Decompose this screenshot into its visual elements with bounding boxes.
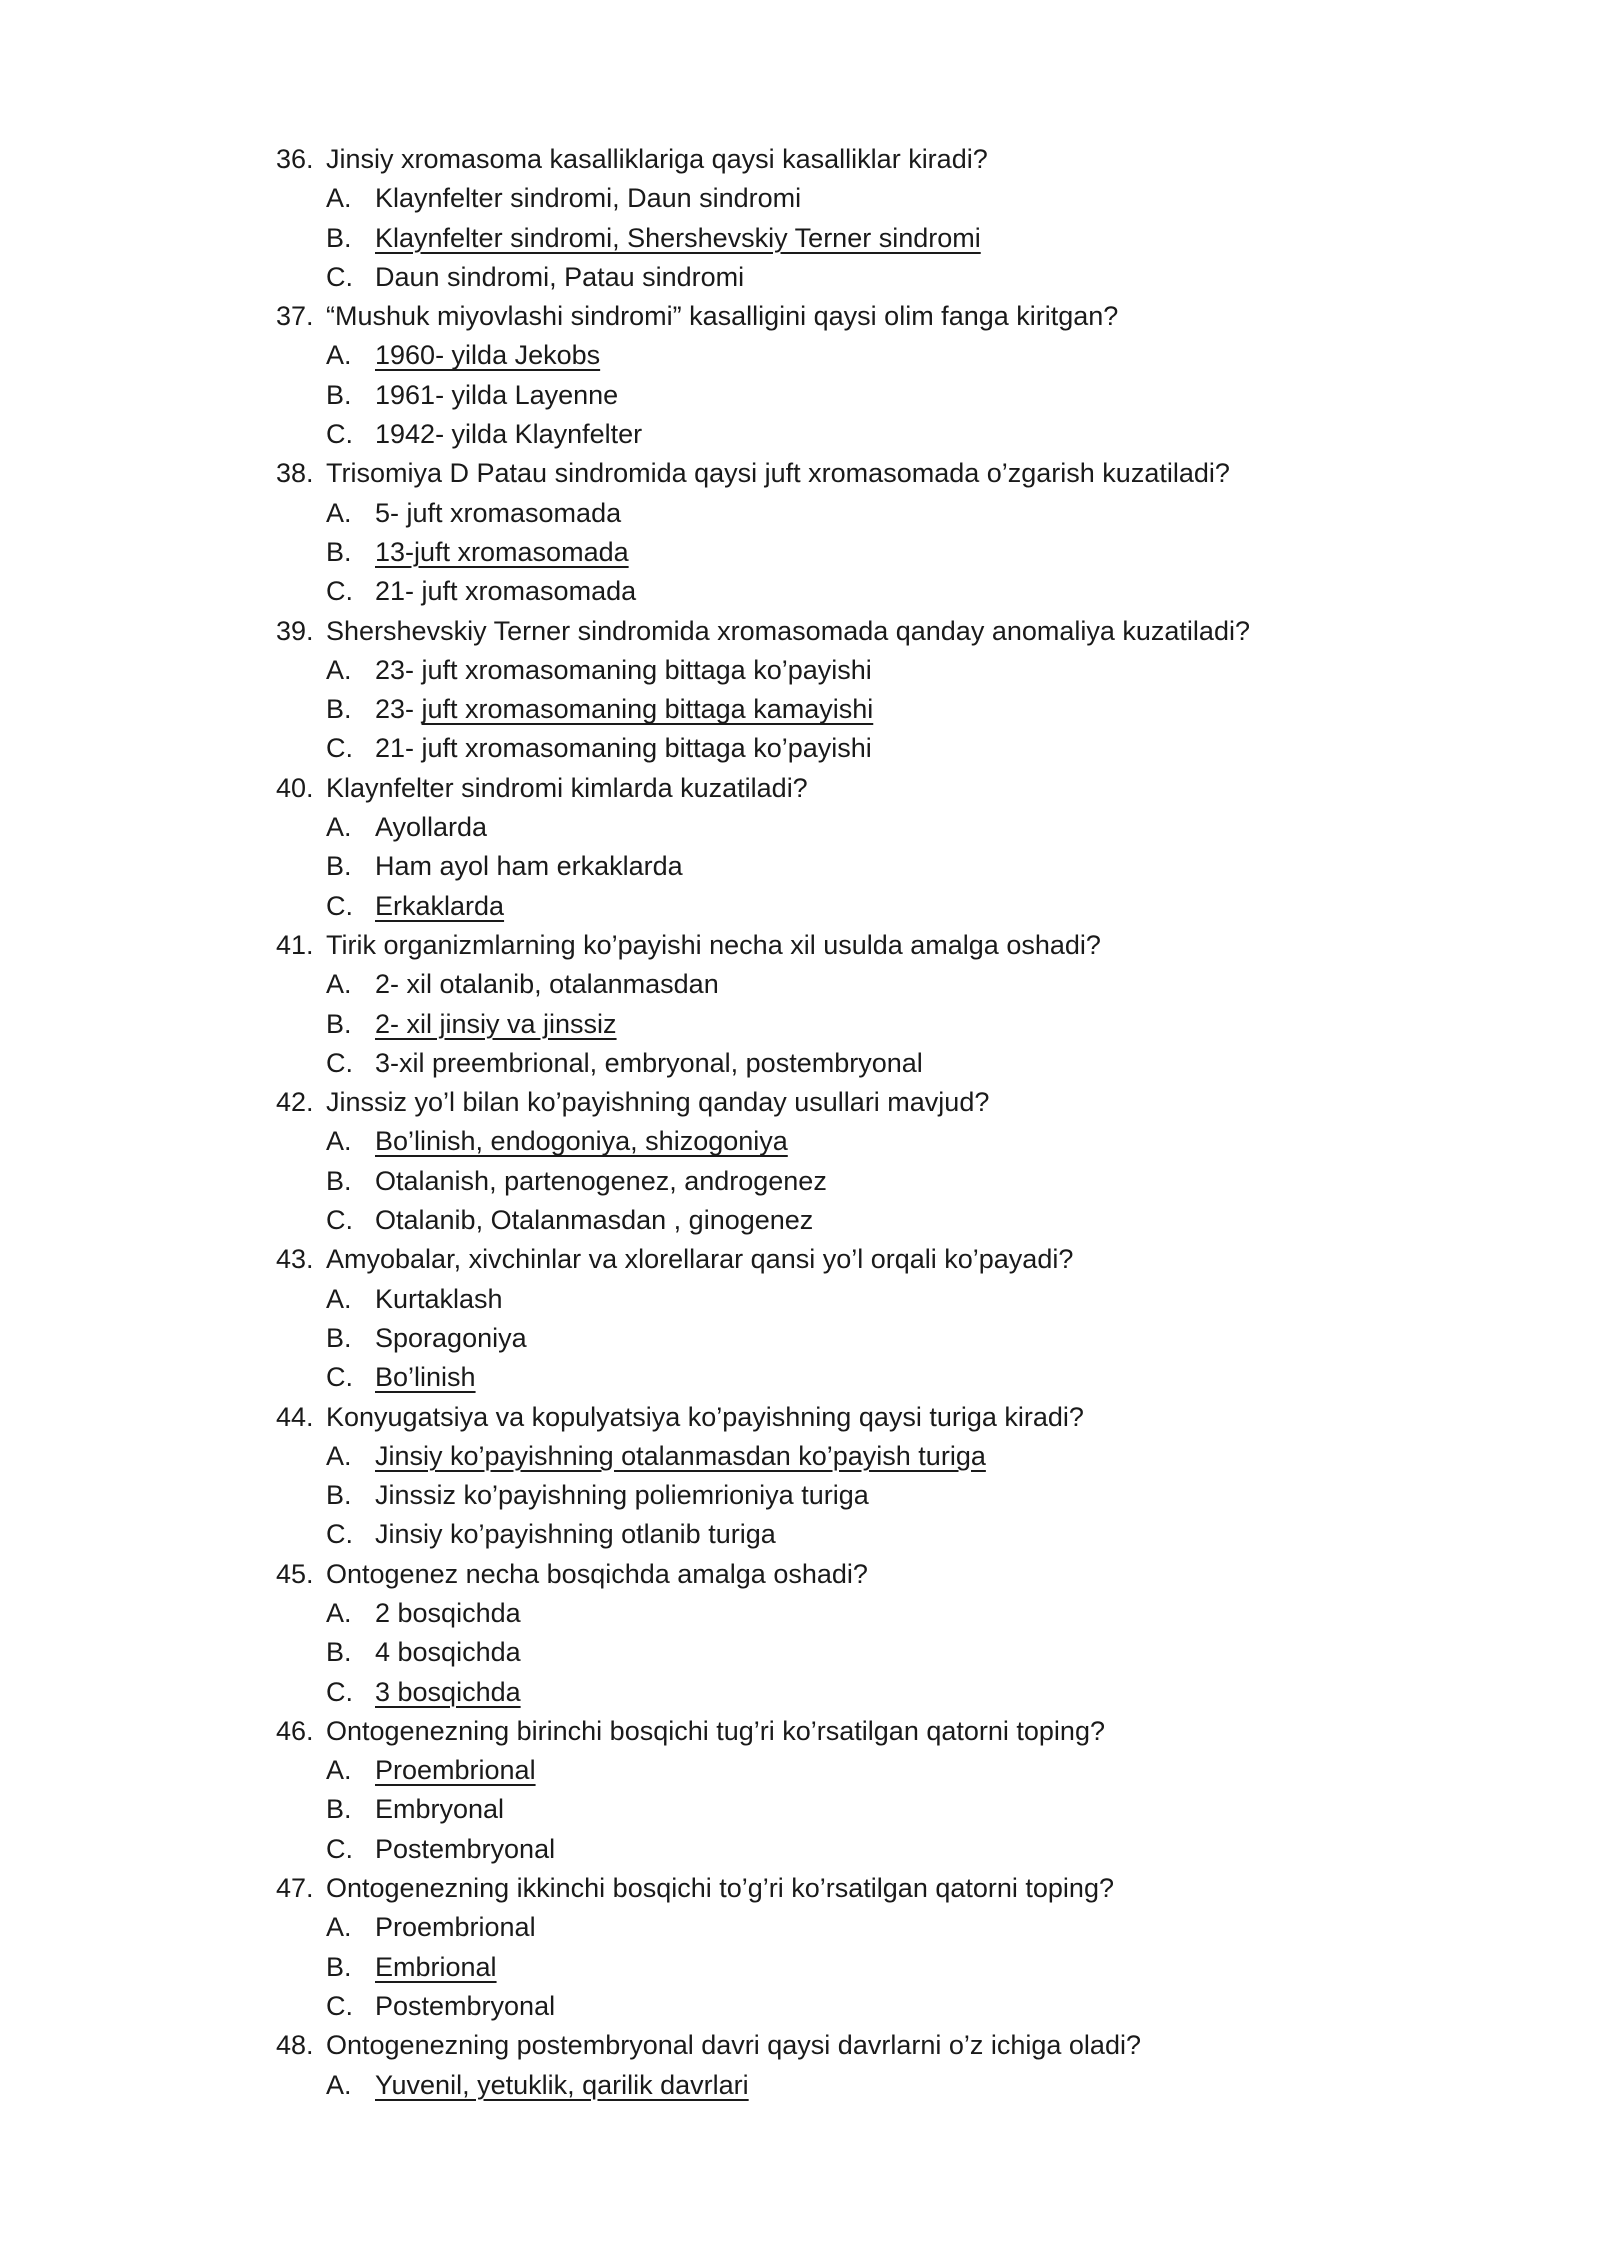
option-text: 23- juft xromasomaning bittaga ko’payishi <box>375 654 872 685</box>
option-letter: B. <box>326 379 352 410</box>
question-item <box>0 769 1600 926</box>
option-text-group <box>375 651 872 690</box>
answer-option <box>0 1515 1600 1554</box>
question-text: Shershevskiy Terner sindromida xromasomada qanday anomaliya kuzatiladi? <box>326 615 1250 646</box>
option-text: Klaynfelter sindromi, Daun sindromi <box>375 183 802 214</box>
correct-answer-text: Yuvenil, yetuklik, qarilik davrlari <box>375 2069 749 2100</box>
option-letter: C. <box>326 1833 353 1864</box>
option-text-group <box>375 219 981 258</box>
question-text: Jinssiz yo’l bilan ko’payishning qanday usullari mavjud? <box>326 1087 990 1118</box>
correct-answer-text: juft xromasomaning bittaga kamayishi <box>421 694 874 725</box>
answer-option <box>0 1751 1600 1790</box>
option-text-group <box>375 1751 536 1790</box>
option-letter: B. <box>326 536 352 567</box>
question-item <box>0 1240 1600 1397</box>
option-text: 2 bosqichda <box>375 1597 521 1628</box>
option-text-group <box>375 1358 476 1397</box>
option-letter: C. <box>326 1990 353 2021</box>
question-number: 38. <box>276 458 314 489</box>
question-item <box>0 1555 1600 1712</box>
question-text: Ontogenezning birinchi bosqichi tug’ri ko’rsatilgan qatorni toping? <box>326 1715 1105 1746</box>
question-item <box>0 1712 1600 1869</box>
option-letter: C. <box>326 890 353 921</box>
question-number: 45. <box>276 1558 314 1589</box>
option-letter: A. <box>326 1126 352 1157</box>
option-text: 2- xil otalanib, otalanmasdan <box>375 969 719 1000</box>
question-text: Amyobalar, xivchinlar va xlorellarar qansi yo’l orqali ko’payadi? <box>326 1244 1074 1275</box>
answer-option <box>0 179 1600 218</box>
option-letter: C. <box>326 576 353 607</box>
question-number: 46. <box>276 1715 314 1746</box>
option-letter: A. <box>326 183 352 214</box>
answer-option <box>0 1987 1600 2026</box>
answer-option <box>0 1830 1600 1869</box>
question-text: “Mushuk miyovlashi sindromi” kasalligini qaysi olim fanga kiritgan? <box>326 301 1119 332</box>
option-text: Otalanib, Otalanmasdan , ginogenez <box>375 1205 814 1236</box>
question-number: 48. <box>276 2030 314 2061</box>
answer-option <box>0 494 1600 533</box>
option-letter: A. <box>326 497 352 528</box>
option-text-group <box>375 1987 555 2026</box>
question-row <box>0 769 1600 808</box>
option-text-group <box>375 494 621 533</box>
question-row <box>0 1712 1600 1751</box>
question-row <box>0 2026 1600 2065</box>
option-text-group <box>375 1122 788 1161</box>
option-text-group <box>375 1948 497 1987</box>
option-text-group <box>375 1280 503 1319</box>
option-text-group <box>375 1673 521 1712</box>
option-text-group <box>375 690 873 729</box>
answer-option <box>0 847 1600 886</box>
question-item <box>0 140 1600 297</box>
question-number: 44. <box>276 1401 314 1432</box>
option-text-group <box>375 336 600 375</box>
answer-option <box>0 651 1600 690</box>
option-letter: A. <box>326 1440 352 1471</box>
option-text: Sporagoniya <box>375 1322 527 1353</box>
option-letter: A. <box>326 969 352 1000</box>
option-text-group <box>375 1319 527 1358</box>
answer-option <box>0 1790 1600 1829</box>
question-text: Tirik organizmlarning ko’payishi necha xil usulda amalga oshadi? <box>326 929 1101 960</box>
correct-answer-text: 2- xil jinsiy va jinssiz <box>375 1008 617 1039</box>
option-text-group <box>375 376 618 415</box>
option-text-group <box>375 965 719 1004</box>
option-text: 1961- yilda Layenne <box>375 379 619 410</box>
answer-option <box>0 572 1600 611</box>
answer-option <box>0 1476 1600 1515</box>
option-letter: B. <box>326 1165 352 1196</box>
option-letter: B. <box>326 1480 352 1511</box>
answer-option <box>0 1594 1600 1633</box>
option-text: Daun sindromi, Patau sindromi <box>375 261 745 292</box>
question-number: 41. <box>276 929 314 960</box>
option-text-group <box>375 1790 504 1829</box>
answer-option <box>0 965 1600 1004</box>
option-letter: C. <box>326 261 353 292</box>
option-text: Postembryonal <box>375 1833 556 1864</box>
option-letter: A. <box>326 2069 352 2100</box>
option-letter: A. <box>326 1283 352 1314</box>
answer-option <box>0 376 1600 415</box>
answer-option <box>0 1633 1600 1672</box>
answer-option <box>0 1948 1600 1987</box>
question-item <box>0 1869 1600 2026</box>
option-text-prefix: 23- <box>375 694 422 725</box>
answer-option <box>0 258 1600 297</box>
option-letter: C. <box>326 733 353 764</box>
question-row <box>0 297 1600 336</box>
answer-option <box>0 1162 1600 1201</box>
option-letter: C. <box>326 419 353 450</box>
question-row <box>0 1083 1600 1122</box>
correct-answer-text: 13-juft xromasomada <box>375 536 629 567</box>
answer-option <box>0 415 1600 454</box>
question-text: Konyugatsiya va kopulyatsiya ko’payishning qaysi turiga kiradi? <box>326 1401 1084 1432</box>
option-letter: A. <box>326 654 352 685</box>
question-number: 42. <box>276 1087 314 1118</box>
question-number: 40. <box>276 772 314 803</box>
option-text: Embryonal <box>375 1794 505 1825</box>
answer-option <box>0 1044 1600 1083</box>
answer-option <box>0 1280 1600 1319</box>
correct-answer-text: Bo’linish, endogoniya, shizogoniya <box>375 1126 788 1157</box>
option-text: 1942- yilda Klaynfelter <box>375 419 643 450</box>
answer-option <box>0 2066 1600 2105</box>
option-text: 21- juft xromasomada <box>375 576 637 607</box>
option-text-group <box>375 1005 617 1044</box>
option-letter: B. <box>326 1008 352 1039</box>
option-text: 5- juft xromasomada <box>375 497 622 528</box>
option-text: Jinsiy ko’payishning otlanib turiga <box>375 1519 776 1550</box>
question-text: Ontogenezning postembryonal davri qaysi davrlarni o’z ichiga oladi? <box>326 2030 1141 2061</box>
option-letter: C. <box>326 1047 353 1078</box>
answer-option <box>0 336 1600 375</box>
correct-answer-text: Klaynfelter sindromi, Shershevskiy Terner sindromi <box>375 222 981 253</box>
option-text-group <box>375 1908 536 1947</box>
option-letter: C. <box>326 1362 353 1393</box>
option-text-group <box>375 808 487 847</box>
question-text: Klaynfelter sindromi kimlarda kuzatiladi? <box>326 772 808 803</box>
answer-option <box>0 690 1600 729</box>
option-letter: A. <box>326 340 352 371</box>
question-text: Ontogenezning ikkinchi bosqichi to’g’ri ko’rsatilgan qatorni toping? <box>326 1873 1114 1904</box>
question-row <box>0 140 1600 179</box>
option-letter: B. <box>326 851 352 882</box>
option-text-group <box>375 258 744 297</box>
question-number: 43. <box>276 1244 314 1275</box>
question-row <box>0 454 1600 493</box>
correct-answer-text: Erkaklarda <box>375 890 505 921</box>
question-number: 36. <box>276 144 314 174</box>
option-letter: B. <box>326 1951 352 1982</box>
question-row <box>0 1555 1600 1594</box>
option-text-group <box>375 1830 555 1869</box>
question-row <box>0 926 1600 965</box>
question-row <box>0 1398 1600 1437</box>
option-text: 3-xil preembrional, embryonal, postembryonal <box>375 1047 923 1078</box>
answer-option <box>0 1319 1600 1358</box>
option-letter: B. <box>326 1322 352 1353</box>
answer-option <box>0 887 1600 926</box>
option-text-group <box>375 1437 986 1476</box>
option-text-group <box>375 415 642 454</box>
option-letter: A. <box>326 1912 352 1943</box>
answer-option <box>0 808 1600 847</box>
answer-option <box>0 1358 1600 1397</box>
option-letter: A. <box>326 1597 352 1628</box>
answer-option <box>0 1437 1600 1476</box>
option-text-group <box>375 572 636 611</box>
question-item <box>0 1398 1600 1555</box>
option-text-group <box>375 847 683 886</box>
correct-answer-text: Bo’linish <box>375 1362 476 1393</box>
question-text: Ontogenez necha bosqichda amalga oshadi? <box>326 1558 868 1589</box>
question-item <box>0 454 1600 611</box>
option-text: Kurtaklash <box>375 1283 503 1314</box>
answer-option <box>0 1122 1600 1161</box>
question-item <box>0 1083 1600 1240</box>
option-text-group <box>375 1476 869 1515</box>
question-item <box>0 297 1600 454</box>
option-text-group <box>375 1044 923 1083</box>
option-text-group <box>375 179 801 218</box>
option-text-group <box>375 887 504 926</box>
question-item <box>0 926 1600 1083</box>
question-row <box>0 1869 1600 1908</box>
question-text: Trisomiya D Patau sindromida qaysi juft xromasomada o’zgarish kuzatiladi? <box>326 458 1230 489</box>
answer-option <box>0 1005 1600 1044</box>
question-number: 37. <box>276 301 314 332</box>
question-row <box>0 612 1600 651</box>
question-text: Jinsiy xromasoma kasalliklariga qaysi kasalliklar kiradi? <box>326 144 988 174</box>
answer-option <box>0 219 1600 258</box>
option-letter: B. <box>326 222 352 253</box>
option-letter: B. <box>326 694 352 725</box>
document-page <box>0 140 1600 2105</box>
correct-answer-text: Proembrional <box>375 1755 536 1786</box>
option-text-group <box>375 729 872 768</box>
question-item <box>0 612 1600 769</box>
answer-option <box>0 533 1600 572</box>
option-text: Ham ayol ham erkaklarda <box>375 851 683 882</box>
option-letter: C. <box>326 1676 353 1707</box>
option-text-group <box>375 533 629 572</box>
option-text-group <box>375 1162 827 1201</box>
option-text-group <box>375 2066 749 2105</box>
option-text: 4 bosqichda <box>375 1637 521 1668</box>
question-number: 39. <box>276 615 314 646</box>
option-text: 21- juft xromasomaning bittaga ko’payishi <box>375 733 872 764</box>
answer-option <box>0 729 1600 768</box>
correct-answer-text: Jinsiy ko’payishning otalanmasdan ko’payish turiga <box>375 1440 986 1471</box>
option-text: Otalanish, partenogenez, androgenez <box>375 1165 827 1196</box>
option-letter: B. <box>326 1637 352 1668</box>
answer-option <box>0 1908 1600 1947</box>
answer-option <box>0 1201 1600 1240</box>
correct-answer-text: 1960- yilda Jekobs <box>375 340 601 371</box>
answer-option <box>0 1673 1600 1712</box>
option-text-group <box>375 1201 813 1240</box>
option-letter: A. <box>326 812 352 843</box>
option-letter: B. <box>326 1794 352 1825</box>
option-text: Postembryonal <box>375 1990 556 2021</box>
option-text: Proembrional <box>375 1912 536 1943</box>
option-letter: A. <box>326 1755 352 1786</box>
option-text-group <box>375 1515 776 1554</box>
option-text: Jinssiz ko’payishning poliemrioniya turiga <box>375 1480 869 1511</box>
option-text-group <box>375 1594 521 1633</box>
question-number: 47. <box>276 1873 314 1904</box>
correct-answer-text: 3 bosqichda <box>375 1676 521 1707</box>
correct-answer-text: Embrional <box>375 1951 497 1982</box>
option-letter: C. <box>326 1205 353 1236</box>
option-text: Ayollarda <box>375 812 488 843</box>
question-row <box>0 1240 1600 1279</box>
question-item <box>0 2026 1600 2105</box>
option-letter: C. <box>326 1519 353 1550</box>
option-text-group <box>375 1633 521 1672</box>
